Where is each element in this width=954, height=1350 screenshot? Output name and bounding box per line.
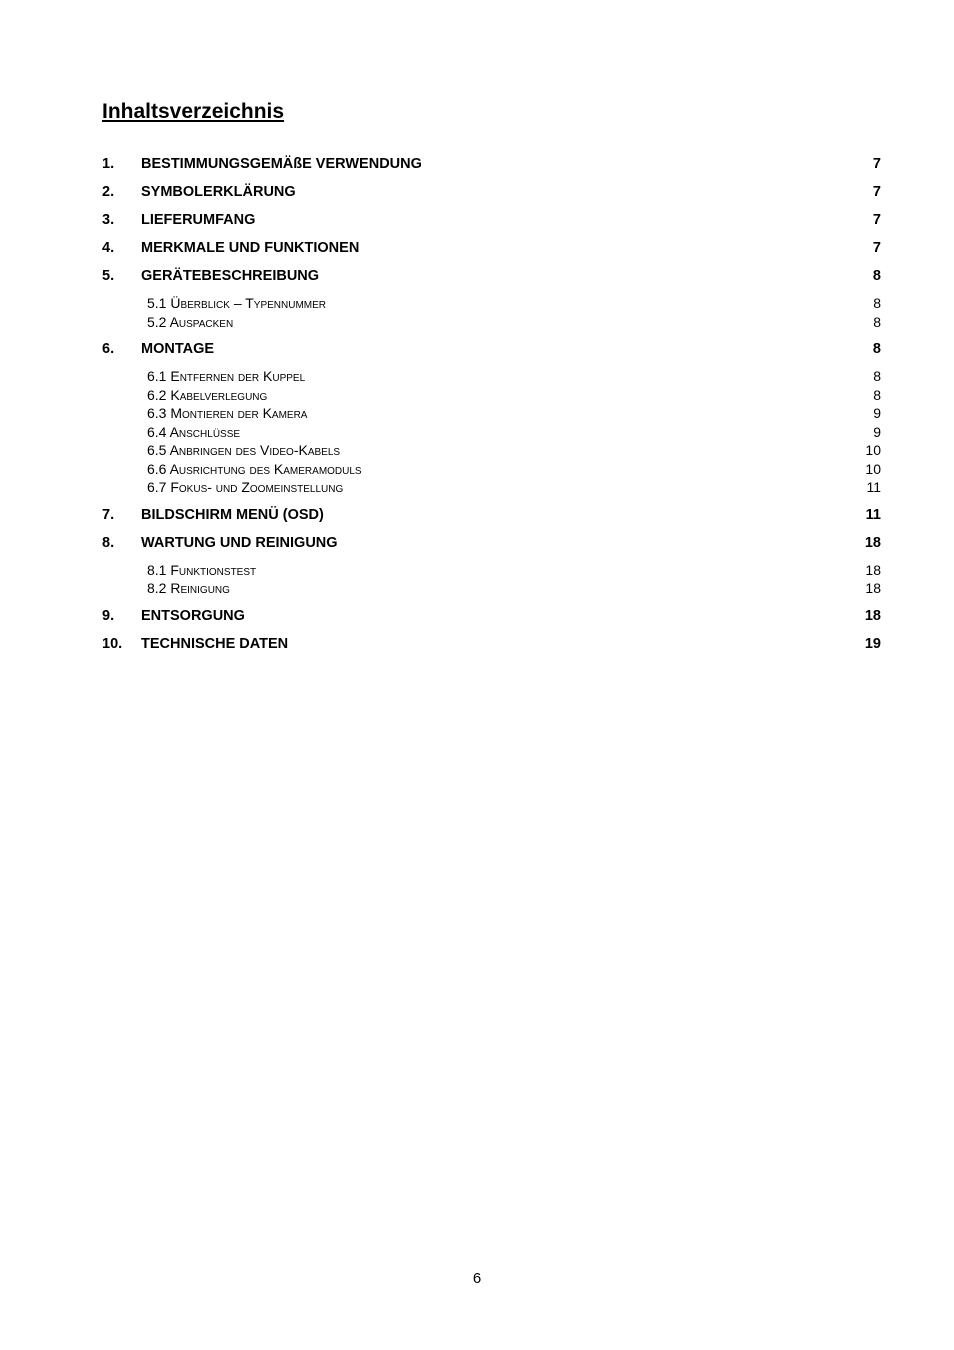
toc-subentry-label: 6.3 Montieren der Kamera: [147, 405, 308, 421]
toc-entry[interactable]: [102, 630, 881, 658]
toc-entry-number: 5.: [102, 268, 115, 284]
toc-entry-label: TECHNISCHE DATEN: [141, 635, 289, 652]
toc-entry-page: 18: [864, 607, 881, 624]
toc-subentry-page: 18: [865, 561, 881, 578]
page-number: 6: [472, 1270, 482, 1287]
toc-subentry[interactable]: [102, 441, 881, 460]
toc-subentry-label: 6.5 Anbringen des Video-Kabels: [147, 442, 341, 458]
toc-entry-label: MONTAGE: [141, 341, 215, 357]
toc-entry-page: 8: [872, 341, 881, 357]
toc-entry-label: BESTIMMUNGSGEMÄßE VERWENDUNG: [141, 156, 422, 172]
toc-entry-label: BILDSCHIRM MENÜ (OSD): [141, 506, 324, 523]
toc-subentry-label: 6.6 Ausrichtung des Kameramoduls: [147, 460, 362, 477]
toc-entry-page: 11: [865, 506, 881, 523]
toc-subentry[interactable]: [102, 460, 881, 479]
toc-entry-number: 6.: [102, 341, 115, 357]
toc-subentry[interactable]: [102, 367, 881, 386]
toc-subentry-label: 8.2 Reinigung: [147, 580, 230, 596]
toc-subentry[interactable]: [102, 579, 881, 598]
toc-entry[interactable]: [102, 501, 881, 529]
table-of-contents: [102, 150, 881, 658]
toc-entry-page: 18: [864, 534, 881, 551]
toc-subentry-page: 18: [865, 580, 881, 596]
toc-subentry-label: 6.2 Kabelverlegung: [147, 386, 268, 403]
toc-subentry[interactable]: [102, 313, 881, 332]
toc-subentry-page: 8: [873, 386, 881, 403]
toc-entry-page: 19: [864, 635, 881, 652]
toc-subentry-page: 9: [873, 423, 881, 440]
toc-entry[interactable]: [102, 234, 881, 262]
toc-subentry-label: 5.1 Überblick – Typennummer: [147, 295, 327, 311]
toc-subentry-label: 5.2 Auspacken: [147, 313, 234, 330]
page-title: Inhaltsverzeichnis: [102, 100, 285, 123]
toc-entry-label: ENTSORGUNG: [141, 607, 245, 624]
toc-subentry-label: 8.1 Funktionstest: [147, 561, 257, 578]
toc-entry-number: 2.: [102, 184, 115, 200]
toc-subentry-label: 6.7 Fokus- und Zoomeinstellung: [147, 479, 344, 495]
toc-entry-number: 10.: [102, 635, 123, 652]
toc-entry-label: GERÄTEBESCHREIBUNG: [141, 268, 320, 284]
toc-entry-label: MERKMALE UND FUNKTIONEN: [141, 240, 360, 256]
toc-entry[interactable]: [102, 150, 881, 178]
toc-subentry[interactable]: [102, 294, 881, 313]
toc-subentry[interactable]: [102, 404, 881, 423]
toc-subentry[interactable]: [102, 561, 881, 580]
toc-entry[interactable]: [102, 335, 881, 363]
toc-entry-page: 7: [872, 184, 881, 200]
toc-entry-number: 9.: [102, 607, 115, 624]
toc-entry-label: WARTUNG UND REINIGUNG: [141, 534, 338, 551]
toc-entry-page: 8: [872, 268, 881, 284]
toc-subentry[interactable]: [102, 386, 881, 405]
toc-entry-page: 7: [872, 156, 881, 172]
toc-entry[interactable]: [102, 206, 881, 234]
toc-entry-number: 8.: [102, 534, 115, 551]
toc-entry[interactable]: [102, 529, 881, 557]
toc-entry-number: 4.: [102, 240, 115, 256]
toc-entry[interactable]: [102, 262, 881, 290]
toc-subentry-page: 8: [873, 295, 881, 311]
toc-subentry-page: 9: [873, 405, 881, 421]
toc-entry[interactable]: [102, 602, 881, 630]
toc-subentry-page: 10: [865, 442, 881, 458]
toc-entry-page: 7: [872, 212, 881, 228]
toc-entry-number: 3.: [102, 212, 115, 228]
toc-subentry-page: 10: [865, 460, 881, 477]
toc-subentry[interactable]: [102, 423, 881, 442]
toc-subentry-label: 6.1 Entfernen der Kuppel: [147, 368, 306, 384]
toc-subentry-page: 8: [873, 313, 881, 330]
toc-entry-label: SYMBOLERKLÄRUNG: [141, 184, 296, 200]
toc-subentry-page: 11: [866, 479, 881, 495]
toc-entry[interactable]: [102, 178, 881, 206]
toc-entry-label: LIEFERUMFANG: [141, 212, 256, 228]
toc-subentry-page: 8: [873, 368, 881, 384]
toc-subentry-label: 6.4 Anschlüsse: [147, 423, 241, 440]
toc-subentry[interactable]: [102, 478, 881, 497]
toc-entry-page: 7: [872, 240, 881, 256]
toc-entry-number: 7.: [102, 506, 115, 523]
toc-entry-number: 1.: [102, 156, 115, 172]
